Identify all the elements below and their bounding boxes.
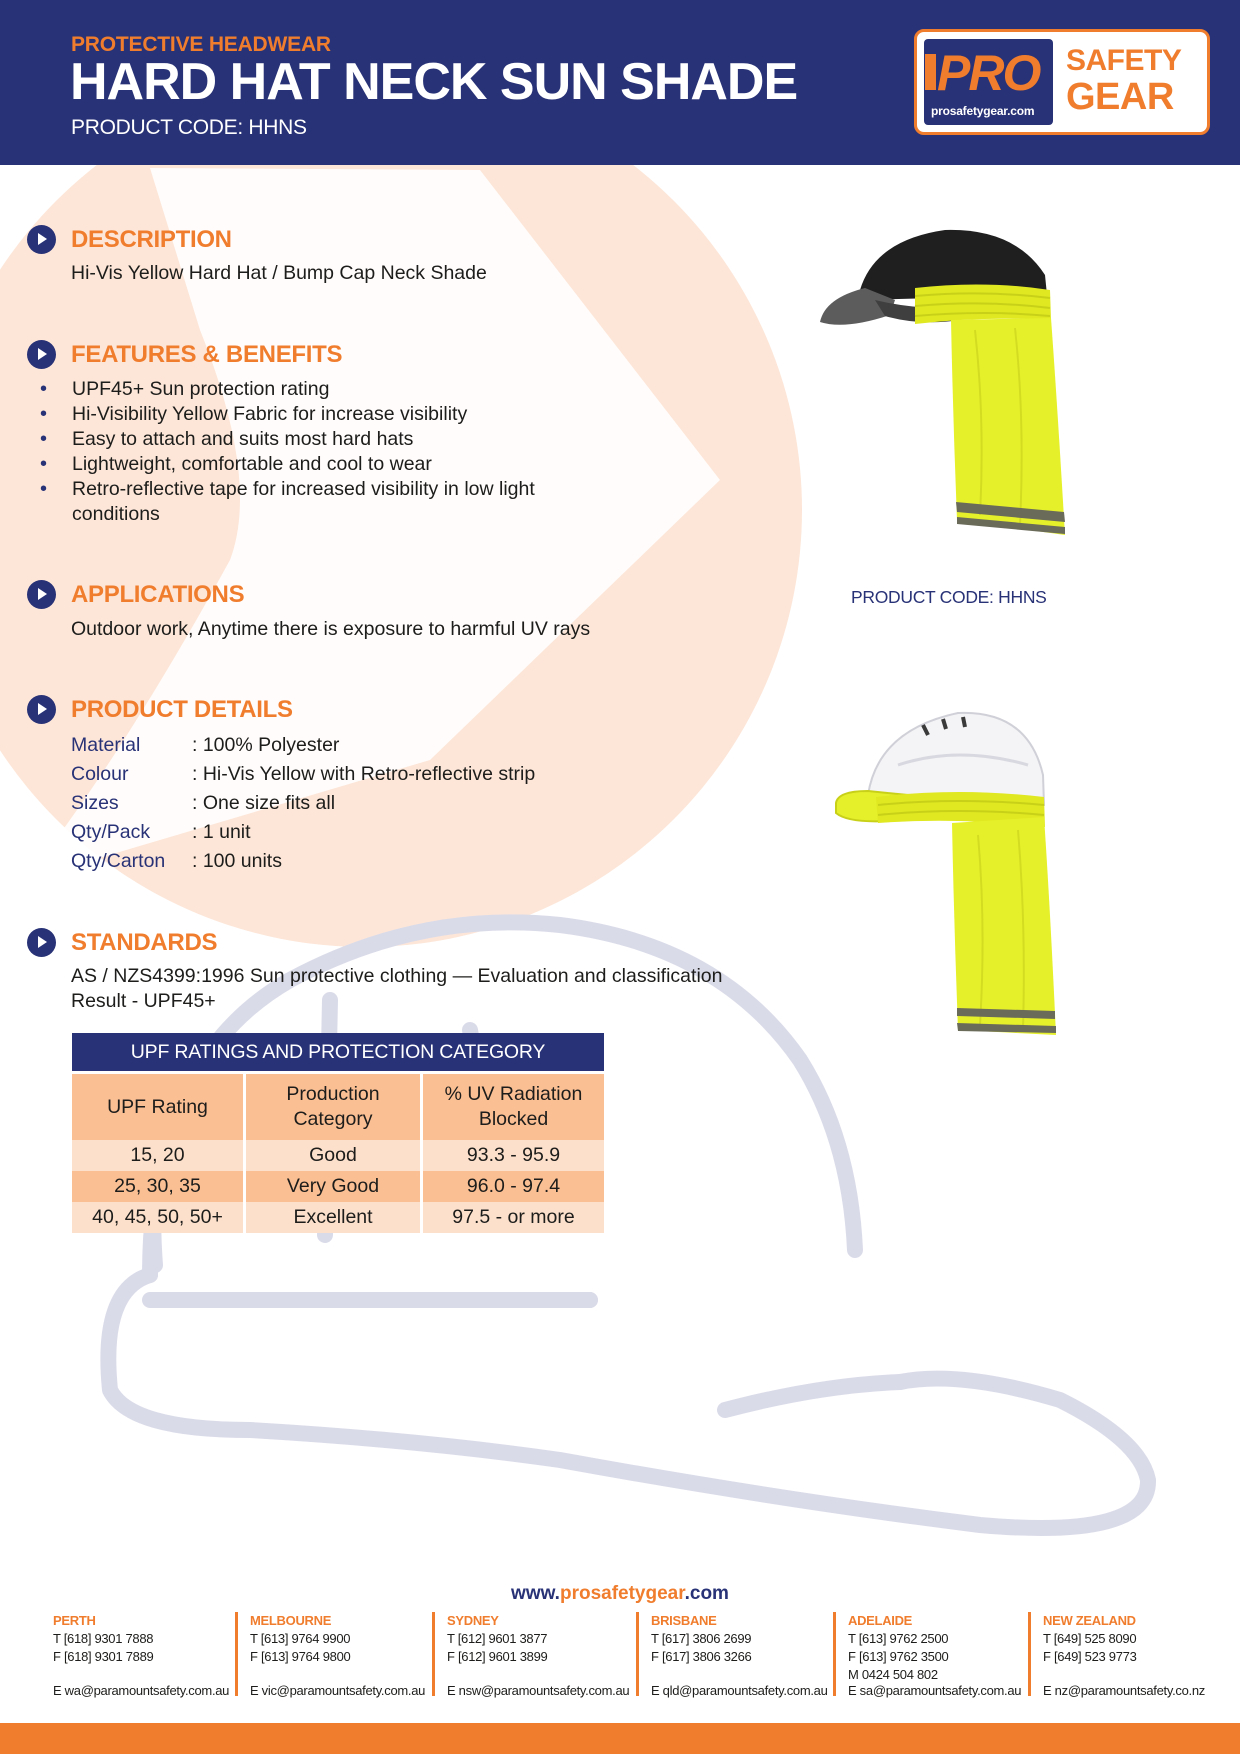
- table-caption: UPF RATINGS AND PROTECTION CATEGORY: [72, 1033, 604, 1071]
- product-details-list: [71, 731, 535, 876]
- office-city: BRISBANE: [651, 1613, 717, 1628]
- logo-gear-text: GEAR: [1066, 76, 1174, 118]
- logo-safety-text: SAFETY: [1066, 44, 1182, 77]
- list-item: • Retro-reflective tape for increased visibility in low light conditions: [40, 477, 560, 527]
- office-melbourne: [250, 1612, 426, 1698]
- logo-choice-tag: [925, 54, 936, 90]
- applications-text: Outdoor work, Anytime there is exposure to harmful UV rays: [71, 618, 591, 640]
- footer-divider: [432, 1612, 435, 1696]
- upf-ratings-table: [72, 1033, 604, 1233]
- chevron-right-icon: [27, 580, 56, 609]
- page-title: HARD HAT NECK SUN SHADE: [70, 53, 798, 111]
- website-prefix: www.: [511, 1583, 560, 1604]
- website-brand: prosafetygear: [559, 1583, 685, 1604]
- detail-value: : 100 units: [192, 850, 282, 872]
- office-city: PERTH: [53, 1613, 96, 1628]
- detail-row: [71, 818, 535, 847]
- office-phone: T [649] 525 8090: [1043, 1631, 1137, 1646]
- header-product-code: PRODUCT CODE: HHNS: [71, 116, 307, 139]
- office-fax: F [618] 9301 7889: [53, 1649, 154, 1664]
- office-perth: [53, 1612, 230, 1698]
- footer-divider: [636, 1612, 639, 1696]
- description-text: Hi-Vis Yellow Hard Hat / Bump Cap Neck Shade: [71, 262, 487, 284]
- office-city: MELBOURNE: [250, 1613, 332, 1628]
- office-fax: F [613] 9764 9800: [250, 1649, 351, 1664]
- website-suffix: .com: [684, 1583, 729, 1604]
- detail-row: [71, 731, 535, 760]
- features-title: FEATURES & BENEFITS: [71, 341, 343, 368]
- footer-divider: [235, 1612, 238, 1696]
- detail-label: Sizes: [71, 792, 119, 814]
- table-cell: 93.3 - 95.9: [423, 1140, 604, 1171]
- list-item: • Easy to attach and suits most hard hats: [40, 427, 560, 452]
- detail-label: Qty/Pack: [71, 821, 151, 843]
- chevron-right-icon: [27, 928, 56, 957]
- table-header-row: [72, 1071, 604, 1140]
- office-email[interactable]: E vic@paramountsafety.com.au: [250, 1683, 426, 1698]
- table-row: [72, 1140, 604, 1171]
- table-cell: Good: [246, 1140, 423, 1171]
- office-fax: F [617] 3806 3266: [651, 1649, 752, 1664]
- logo-url: prosafetygear.com: [931, 104, 1035, 118]
- detail-row: [71, 760, 535, 789]
- table-row: [72, 1171, 604, 1202]
- table-cell: 97.5 - or more: [423, 1202, 604, 1233]
- detail-label: Material: [71, 734, 141, 756]
- chevron-right-icon: [27, 225, 56, 254]
- hard-hat-neck-shade-image: [828, 705, 1078, 1040]
- footer-bar: [0, 1723, 1240, 1754]
- detail-label: Qty/Carton: [71, 850, 166, 872]
- office-mobile: M 0424 504 802: [848, 1667, 938, 1682]
- features-list: [40, 377, 560, 527]
- office-phone: T [613] 9762 2500: [848, 1631, 949, 1646]
- office-email[interactable]: E nz@paramountsafety.co.nz: [1043, 1683, 1205, 1698]
- column-header: % UV Radiation Blocked: [423, 1071, 604, 1140]
- table-cell: Excellent: [246, 1202, 423, 1233]
- office-email[interactable]: E wa@paramountsafety.com.au: [53, 1683, 230, 1698]
- office-phone: T [613] 9764 9900: [250, 1631, 351, 1646]
- list-item: • UPF45+ Sun protection rating: [40, 377, 560, 402]
- detail-value: : Hi-Vis Yellow with Retro-reflective strip: [192, 763, 536, 785]
- description-title: DESCRIPTION: [71, 226, 232, 253]
- office-city: ADELAIDE: [848, 1613, 913, 1628]
- image-product-code: PRODUCT CODE: HHNS: [851, 587, 1047, 607]
- product-category: PROTECTIVE HEADWEAR: [71, 33, 331, 56]
- office-fax: F [613] 9762 3500: [848, 1649, 949, 1664]
- office-fax: F [649] 523 9773: [1043, 1649, 1137, 1664]
- office-phone: T [612] 9601 3877: [447, 1631, 548, 1646]
- pro-safety-gear-logo: [914, 29, 1210, 135]
- standards-line-1: AS / NZS4399:1996 Sun protective clothing — Evaluation and classification: [71, 965, 723, 987]
- column-header: UPF Rating: [72, 1071, 246, 1140]
- table-row: [72, 1202, 604, 1233]
- table-cell: 15, 20: [72, 1140, 246, 1171]
- table-cell: Very Good: [246, 1171, 423, 1202]
- office-email[interactable]: E qld@paramountsafety.com.au: [651, 1683, 828, 1698]
- office-email[interactable]: E nsw@paramountsafety.com.au: [447, 1683, 630, 1698]
- column-header: Production Category: [246, 1071, 423, 1140]
- office-sydney: [447, 1612, 630, 1698]
- detail-label: Colour: [71, 763, 129, 785]
- footer-divider: [1028, 1612, 1031, 1696]
- detail-value: : 100% Polyester: [192, 734, 340, 756]
- list-item: • Lightweight, comfortable and cool to wear: [40, 452, 560, 477]
- detail-value: : One size fits all: [192, 792, 336, 814]
- office-new-zealand: [1043, 1612, 1205, 1698]
- office-phone: T [617] 3806 2699: [651, 1631, 752, 1646]
- detail-row: [71, 789, 535, 818]
- product-details-title: PRODUCT DETAILS: [71, 696, 293, 723]
- table-cell: 40, 45, 50, 50+: [72, 1202, 246, 1233]
- detail-value: : 1 unit: [192, 821, 251, 843]
- footer-divider: [833, 1612, 836, 1696]
- page-header: [0, 0, 1240, 165]
- standards-line-2: Result - UPF45+: [71, 990, 216, 1012]
- website-link[interactable]: [0, 1583, 1240, 1605]
- chevron-right-icon: [27, 340, 56, 369]
- office-adelaide: [848, 1612, 1022, 1698]
- table-cell: 25, 30, 35: [72, 1171, 246, 1202]
- office-city: SYDNEY: [447, 1613, 499, 1628]
- office-email[interactable]: E sa@paramountsafety.com.au: [848, 1683, 1022, 1698]
- office-fax: F [612] 9601 3899: [447, 1649, 548, 1664]
- standards-title: STANDARDS: [71, 929, 218, 956]
- list-item: • Hi-Visibility Yellow Fabric for increase visibility: [40, 402, 560, 427]
- applications-title: APPLICATIONS: [71, 581, 245, 608]
- office-phone: T [618] 9301 7888: [53, 1631, 154, 1646]
- detail-row: [71, 847, 535, 876]
- office-brisbane: [651, 1612, 828, 1698]
- logo-pro-text: PRO: [937, 45, 1040, 101]
- bump-cap-neck-shade-image: [815, 220, 1085, 545]
- chevron-right-icon: [27, 695, 56, 724]
- office-city: NEW ZEALAND: [1043, 1613, 1136, 1628]
- table-cell: 96.0 - 97.4: [423, 1171, 604, 1202]
